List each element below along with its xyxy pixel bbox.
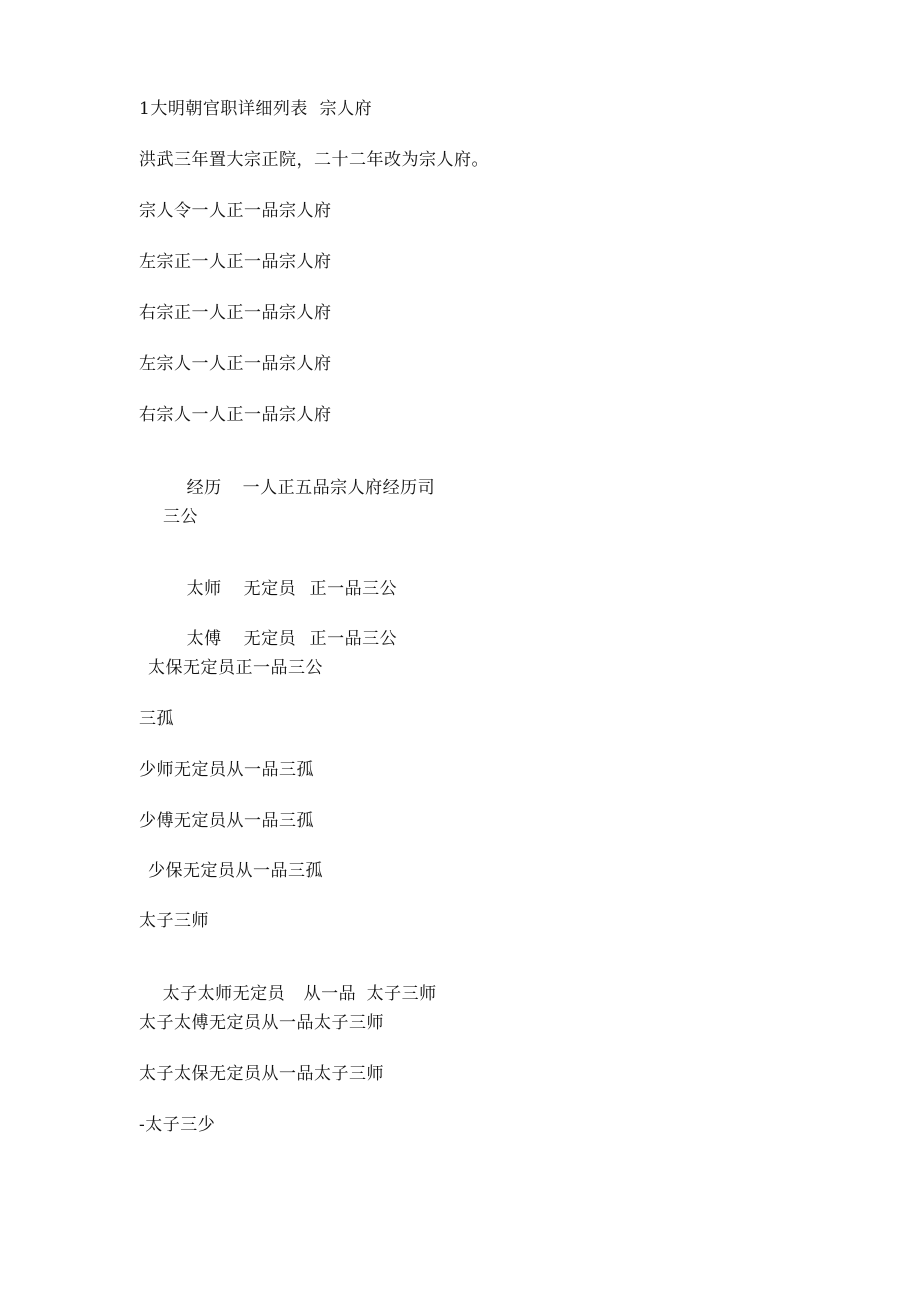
taizi-sanshao-heading: -太子三少: [139, 1115, 216, 1135]
taizi-taishi-office: 太子三师: [366, 984, 437, 1004]
taifu-count: 无定员: [243, 629, 297, 649]
taizi-sanshi-heading: 太子三师: [139, 911, 209, 931]
jingli-detail: 一人正五品宗人府经历司: [242, 478, 436, 498]
sangu-row: 少傅无定员从一品三孤: [139, 811, 314, 831]
taifu-title: 太傅: [186, 629, 222, 649]
sangu-row: 少保无定员从一品三孤: [148, 861, 323, 881]
taizi-taishi-title: 太子太师无定员: [162, 984, 286, 1004]
taishi-rank: 正一品三公: [309, 579, 398, 599]
sangu-row: 少师无定员从一品三孤: [139, 760, 314, 780]
jingli-title: 经历: [186, 478, 222, 498]
taibao-row: 太保无定员正一品三公: [148, 658, 323, 678]
taishi-title: 太师: [186, 579, 222, 599]
zongrenfu-row: 左宗人一人正一品宗人府: [139, 354, 332, 374]
taizi-taishi-rank: 从一品: [303, 984, 357, 1004]
zongrenfu-row: 右宗人一人正一品宗人府: [139, 405, 332, 425]
taishi-count: 无定员: [243, 579, 297, 599]
sangu-heading: 三孤: [139, 709, 174, 729]
zongrenfu-row: 左宗正一人正一品宗人府: [139, 252, 332, 272]
taizi-sanshi-row: 太子太傅无定员从一品太子三师: [139, 1013, 384, 1033]
zongrenfu-row: 宗人令一人正一品宗人府: [139, 201, 332, 221]
sangong-heading: 三公: [163, 507, 198, 527]
taifu-rank: 正一品三公: [309, 629, 398, 649]
zongrenfu-row: 右宗正一人正一品宗人府: [139, 303, 332, 323]
document-title: 1大明朝官职详细列表 宗人府: [139, 99, 373, 119]
taizi-sanshi-row: 太子太保无定员从一品太子三师: [139, 1064, 384, 1084]
jingli-row: [163, 455, 435, 521]
intro-text: 洪武三年置大宗正院，二十二年改为宗人府。: [139, 150, 489, 170]
